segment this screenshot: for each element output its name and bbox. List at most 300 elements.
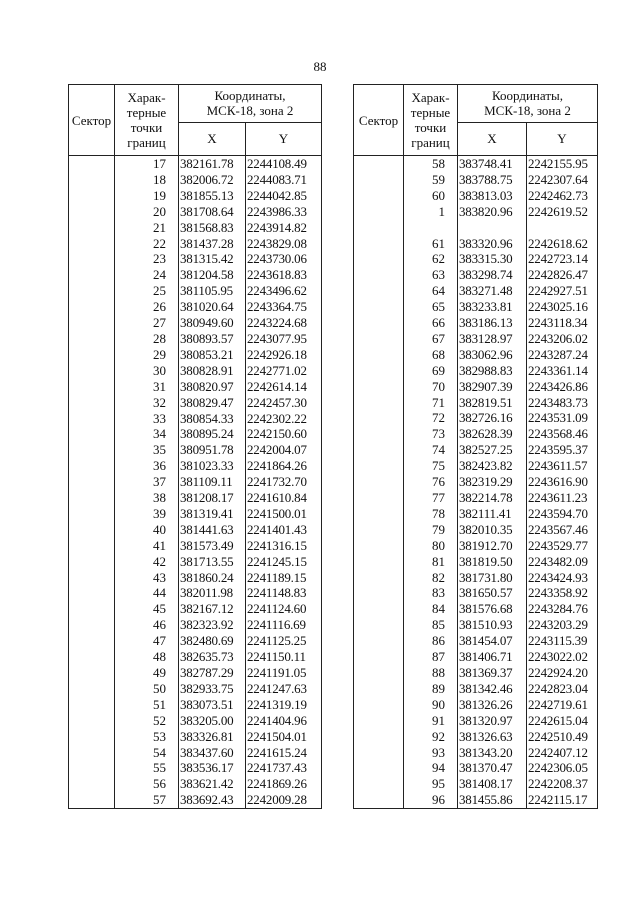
x-coordinate-cell: 381319.41	[179, 506, 246, 522]
x-coordinate-cell: 380828.91	[179, 363, 246, 379]
x-coordinate-cell: 382167.12	[179, 601, 246, 617]
point-number-cell: 83	[404, 585, 458, 601]
x-coordinate-cell: 382214.78	[458, 490, 527, 506]
table-row	[69, 363, 322, 379]
sector-cell	[354, 299, 404, 315]
point-number-cell: 49	[115, 665, 179, 681]
x-coordinate-cell: 381315.42	[179, 251, 246, 267]
header-sector: Сектор	[354, 85, 404, 156]
y-coordinate-cell: 2243426.86	[527, 379, 598, 395]
point-number-cell: 70	[404, 379, 458, 395]
sector-cell	[69, 156, 115, 172]
sector-cell	[354, 585, 404, 601]
y-coordinate-cell: 2241732.70	[246, 474, 322, 490]
sector-cell	[354, 379, 404, 395]
x-coordinate-cell: 380854.33	[179, 411, 246, 427]
x-coordinate-cell: 381343.20	[458, 745, 527, 761]
point-number-cell: 72	[404, 410, 458, 426]
table-row	[69, 395, 322, 411]
x-coordinate-cell: 381437.28	[179, 236, 246, 252]
x-coordinate-cell: 383186.13	[458, 315, 527, 331]
y-coordinate-cell: 2243364.75	[246, 299, 322, 315]
table-row	[69, 697, 322, 713]
table-row	[69, 379, 322, 395]
x-coordinate-cell: 383233.81	[458, 299, 527, 315]
point-number-cell: 29	[115, 347, 179, 363]
point-number-cell: 44	[115, 585, 179, 601]
sector-cell	[69, 522, 115, 538]
point-number-cell: 88	[404, 665, 458, 681]
sector-cell	[69, 379, 115, 395]
table-row	[69, 315, 322, 331]
x-coordinate-cell: 381510.93	[458, 617, 527, 633]
y-coordinate-cell: 2243529.77	[527, 538, 598, 554]
table-row	[69, 458, 322, 474]
point-number-cell: 56	[115, 776, 179, 792]
sector-cell	[69, 395, 115, 411]
x-coordinate-cell: 382635.73	[179, 649, 246, 665]
x-coordinate-cell: 381713.55	[179, 554, 246, 570]
point-number-cell: 63	[404, 267, 458, 283]
point-number-cell: 38	[115, 490, 179, 506]
y-coordinate-cell: 2242306.05	[527, 760, 598, 776]
x-coordinate-cell: 381855.13	[179, 188, 246, 204]
header-x: X	[458, 122, 527, 155]
y-coordinate-cell: 2242614.14	[246, 379, 322, 395]
point-number-cell: 40	[115, 522, 179, 538]
sector-cell	[354, 347, 404, 363]
table-row	[354, 188, 598, 204]
sector-cell	[354, 506, 404, 522]
y-coordinate-cell: 2241247.63	[246, 681, 322, 697]
header-points-line4: границ	[411, 135, 450, 150]
y-coordinate-cell: 2243568.46	[527, 426, 598, 442]
x-coordinate-cell: 380853.21	[179, 347, 246, 363]
table-row	[354, 474, 598, 490]
sector-cell	[354, 220, 404, 236]
y-coordinate-cell: 2242510.49	[527, 729, 598, 745]
point-number-cell: 35	[115, 442, 179, 458]
table-row	[69, 490, 322, 506]
x-coordinate-cell: 381650.57	[458, 585, 527, 601]
y-coordinate-cell: 2243118.34	[527, 315, 598, 331]
sector-cell	[354, 236, 404, 252]
point-number-cell: 19	[115, 188, 179, 204]
x-coordinate-cell: 383320.96	[458, 236, 527, 252]
point-number-cell: 43	[115, 570, 179, 586]
point-number-cell: 64	[404, 283, 458, 299]
x-coordinate-cell: 381731.80	[458, 570, 527, 586]
sector-cell	[69, 729, 115, 745]
x-coordinate-cell: 381204.58	[179, 267, 246, 283]
table-row	[69, 283, 322, 299]
point-number-cell: 21	[115, 220, 179, 236]
sector-cell	[354, 267, 404, 283]
sector-cell	[354, 729, 404, 745]
point-number-cell: 95	[404, 776, 458, 792]
x-coordinate-cell: 382907.39	[458, 379, 527, 395]
sector-cell	[354, 538, 404, 554]
y-coordinate-cell: 2243025.16	[527, 299, 598, 315]
x-coordinate-cell: 383315.30	[458, 251, 527, 267]
point-number-cell: 42	[115, 554, 179, 570]
x-coordinate-cell: 383271.48	[458, 283, 527, 299]
header-points-line1: Харак-	[411, 90, 450, 105]
table-row	[354, 729, 598, 745]
sector-cell	[69, 570, 115, 586]
y-coordinate-cell: 2243914.82	[246, 220, 322, 236]
header-x: X	[179, 122, 246, 155]
header-coordinates	[179, 85, 322, 123]
header-points-line4: границ	[127, 135, 166, 150]
x-coordinate-cell: 382988.83	[458, 363, 527, 379]
point-number-cell: 84	[404, 601, 458, 617]
table-row	[69, 411, 322, 427]
header-points-line2: терные	[410, 105, 451, 120]
right-table-body	[354, 156, 598, 809]
sector-cell	[69, 649, 115, 665]
sector-cell	[354, 283, 404, 299]
sector-cell	[69, 267, 115, 283]
sector-cell	[354, 331, 404, 347]
sector-cell	[69, 220, 115, 236]
sector-cell	[69, 331, 115, 347]
y-coordinate-cell: 2243616.90	[527, 474, 598, 490]
point-number-cell: 32	[115, 395, 179, 411]
point-number-cell: 47	[115, 633, 179, 649]
x-coordinate-cell: 381208.17	[179, 490, 246, 506]
table-row	[354, 601, 598, 617]
table-row	[354, 649, 598, 665]
point-number-cell: 74	[404, 442, 458, 458]
table-row	[354, 267, 598, 283]
x-coordinate-cell: 382010.35	[458, 522, 527, 538]
table-row	[69, 506, 322, 522]
table-row	[69, 188, 322, 204]
table-row	[69, 236, 322, 252]
y-coordinate-cell: 2241245.15	[246, 554, 322, 570]
table-row	[69, 649, 322, 665]
point-number-cell: 94	[404, 760, 458, 776]
sector-cell	[354, 792, 404, 808]
x-coordinate-cell: 383748.41	[458, 156, 527, 172]
point-number-cell: 85	[404, 617, 458, 633]
table-row	[354, 681, 598, 697]
table-row	[69, 617, 322, 633]
table-row	[69, 601, 322, 617]
table-row	[69, 760, 322, 776]
x-coordinate-cell: 383536.17	[179, 760, 246, 776]
x-coordinate-cell: 382011.98	[179, 585, 246, 601]
sector-cell	[354, 713, 404, 729]
sector-cell	[69, 490, 115, 506]
table-row	[354, 236, 598, 252]
sector-cell	[354, 458, 404, 474]
sector-cell	[69, 251, 115, 267]
y-coordinate-cell: 2242826.47	[527, 267, 598, 283]
table-row	[354, 220, 598, 236]
x-coordinate-cell: 383813.03	[458, 188, 527, 204]
sector-cell	[69, 347, 115, 363]
y-coordinate-cell: 2241125.25	[246, 633, 322, 649]
sector-cell	[354, 617, 404, 633]
sector-cell	[69, 506, 115, 522]
point-number-cell: 23	[115, 251, 179, 267]
sector-cell	[354, 426, 404, 442]
sector-cell	[69, 172, 115, 188]
y-coordinate-cell: 2242407.12	[527, 745, 598, 761]
x-coordinate-cell: 381320.97	[458, 713, 527, 729]
x-coordinate-cell: 380820.97	[179, 379, 246, 395]
table-row	[354, 585, 598, 601]
x-coordinate-cell: 381860.24	[179, 570, 246, 586]
table-row	[69, 331, 322, 347]
table-row	[69, 267, 322, 283]
y-coordinate-cell: 2242618.62	[527, 236, 598, 252]
y-coordinate-cell: 2241500.01	[246, 506, 322, 522]
table-row	[354, 713, 598, 729]
point-number-cell: 93	[404, 745, 458, 761]
point-number-cell: 1	[404, 204, 458, 220]
header-points-line1: Харак-	[127, 90, 166, 105]
point-number-cell	[404, 220, 458, 236]
point-number-cell: 52	[115, 713, 179, 729]
point-number-cell: 92	[404, 729, 458, 745]
x-coordinate-cell: 383205.00	[179, 713, 246, 729]
x-coordinate-cell: 382527.25	[458, 442, 527, 458]
y-coordinate-cell: 2243203.29	[527, 617, 598, 633]
y-coordinate-cell: 2243287.24	[527, 347, 598, 363]
point-number-cell: 76	[404, 474, 458, 490]
x-coordinate-cell: 382319.29	[458, 474, 527, 490]
table-row	[354, 792, 598, 808]
point-number-cell: 69	[404, 363, 458, 379]
y-coordinate-cell: 2241124.60	[246, 601, 322, 617]
y-coordinate-cell: 2241504.01	[246, 729, 322, 745]
x-coordinate-cell: 380949.60	[179, 315, 246, 331]
table-row	[69, 156, 322, 172]
point-number-cell: 25	[115, 283, 179, 299]
x-coordinate-cell: 381912.70	[458, 538, 527, 554]
y-coordinate-cell: 2243361.14	[527, 363, 598, 379]
x-coordinate-cell: 381576.68	[458, 601, 527, 617]
sector-cell	[354, 649, 404, 665]
sector-cell	[354, 315, 404, 331]
y-coordinate-cell: 2241864.26	[246, 458, 322, 474]
point-number-cell: 17	[115, 156, 179, 172]
point-number-cell: 46	[115, 617, 179, 633]
left-table-body	[69, 156, 322, 809]
table-row	[69, 633, 322, 649]
y-coordinate-cell: 2242771.02	[246, 363, 322, 379]
table-row	[354, 760, 598, 776]
sector-cell	[354, 745, 404, 761]
table-row	[69, 745, 322, 761]
point-number-cell: 78	[404, 506, 458, 522]
sector-cell	[69, 633, 115, 649]
point-number-cell: 68	[404, 347, 458, 363]
x-coordinate-cell: 381370.47	[458, 760, 527, 776]
y-coordinate-cell: 2242457.30	[246, 395, 322, 411]
x-coordinate-cell	[458, 220, 527, 236]
table-row	[354, 506, 598, 522]
table-row	[354, 522, 598, 538]
y-coordinate-cell: 2243358.92	[527, 585, 598, 601]
x-coordinate-cell: 381326.26	[458, 697, 527, 713]
x-coordinate-cell: 382323.92	[179, 617, 246, 633]
y-coordinate-cell: 2242926.18	[246, 347, 322, 363]
sector-cell	[69, 188, 115, 204]
y-coordinate-cell: 2241316.15	[246, 538, 322, 554]
y-coordinate-cell: 2241737.43	[246, 760, 322, 776]
y-coordinate-cell: 2241116.69	[246, 617, 322, 633]
table-row	[69, 713, 322, 729]
x-coordinate-cell: 382423.82	[458, 458, 527, 474]
x-coordinate-cell: 380895.24	[179, 426, 246, 442]
header-points-line2: терные	[126, 105, 167, 120]
y-coordinate-cell: 2243730.06	[246, 251, 322, 267]
y-coordinate-cell: 2241319.19	[246, 697, 322, 713]
table-row	[354, 395, 598, 411]
table-row	[354, 379, 598, 395]
point-number-cell: 53	[115, 729, 179, 745]
point-number-cell: 62	[404, 251, 458, 267]
point-number-cell: 18	[115, 172, 179, 188]
table-row	[69, 442, 322, 458]
x-coordinate-cell: 380893.57	[179, 331, 246, 347]
y-coordinate-cell: 2242004.07	[246, 442, 322, 458]
table-row	[354, 776, 598, 792]
table-row	[354, 697, 598, 713]
x-coordinate-cell: 381441.63	[179, 522, 246, 538]
point-number-cell: 30	[115, 363, 179, 379]
y-coordinate-cell: 2243077.95	[246, 331, 322, 347]
table-row	[354, 363, 598, 379]
x-coordinate-cell: 382480.69	[179, 633, 246, 649]
table-row	[69, 776, 322, 792]
x-coordinate-cell: 383298.74	[458, 267, 527, 283]
sector-cell	[69, 697, 115, 713]
point-number-cell: 31	[115, 379, 179, 395]
sector-cell	[69, 745, 115, 761]
table-row	[69, 729, 322, 745]
point-number-cell: 67	[404, 331, 458, 347]
table-row	[69, 299, 322, 315]
x-coordinate-cell: 383788.75	[458, 172, 527, 188]
sector-cell	[354, 251, 404, 267]
x-coordinate-cell: 380951.78	[179, 442, 246, 458]
point-number-cell: 41	[115, 538, 179, 554]
point-number-cell: 58	[404, 156, 458, 172]
table-row	[354, 458, 598, 474]
sector-cell	[69, 585, 115, 601]
table-row	[69, 251, 322, 267]
table-row	[354, 490, 598, 506]
header-coordinates-line1: Координаты,	[492, 88, 563, 104]
sector-cell	[69, 442, 115, 458]
y-coordinate-cell: 2241404.96	[246, 713, 322, 729]
x-coordinate-cell: 381708.64	[179, 204, 246, 220]
point-number-cell: 20	[115, 204, 179, 220]
y-coordinate-cell: 2242719.61	[527, 697, 598, 713]
y-coordinate-cell: 2242924.20	[527, 665, 598, 681]
sector-cell	[354, 554, 404, 570]
y-coordinate-cell: 2242115.17	[527, 792, 598, 808]
point-number-cell: 54	[115, 745, 179, 761]
x-coordinate-cell: 383692.43	[179, 792, 246, 808]
x-coordinate-cell: 383621.42	[179, 776, 246, 792]
point-number-cell: 48	[115, 649, 179, 665]
x-coordinate-cell: 382161.78	[179, 156, 246, 172]
point-number-cell: 86	[404, 633, 458, 649]
sector-cell	[69, 681, 115, 697]
page-number: 88	[313, 59, 327, 74]
x-coordinate-cell: 383128.97	[458, 331, 527, 347]
y-coordinate-cell: 2243115.39	[527, 633, 598, 649]
point-number-cell: 66	[404, 315, 458, 331]
table-row	[69, 426, 322, 442]
table-row	[354, 538, 598, 554]
table-row	[69, 665, 322, 681]
table-row	[69, 681, 322, 697]
y-coordinate-cell: 2241401.43	[246, 522, 322, 538]
y-coordinate-cell: 2242307.64	[527, 172, 598, 188]
x-coordinate-cell: 382628.39	[458, 426, 527, 442]
point-number-cell: 26	[115, 299, 179, 315]
y-coordinate-cell: 2242208.37	[527, 776, 598, 792]
sector-cell	[354, 474, 404, 490]
y-coordinate-cell	[527, 220, 598, 236]
sector-cell	[354, 363, 404, 379]
sector-cell	[69, 617, 115, 633]
y-coordinate-cell: 2242927.51	[527, 283, 598, 299]
sector-cell	[354, 172, 404, 188]
point-number-cell: 81	[404, 554, 458, 570]
table-row	[69, 347, 322, 363]
table-row	[354, 410, 598, 426]
y-coordinate-cell: 2243594.70	[527, 506, 598, 522]
table-row	[69, 585, 322, 601]
sector-cell	[354, 156, 404, 172]
point-number-cell: 89	[404, 681, 458, 697]
sector-cell	[354, 681, 404, 697]
point-number-cell: 71	[404, 395, 458, 411]
x-coordinate-cell: 382787.29	[179, 665, 246, 681]
point-number-cell: 59	[404, 172, 458, 188]
y-coordinate-cell: 2243618.83	[246, 267, 322, 283]
point-number-cell: 50	[115, 681, 179, 697]
table-row	[69, 220, 322, 236]
y-coordinate-cell: 2241189.15	[246, 570, 322, 586]
x-coordinate-cell: 381023.33	[179, 458, 246, 474]
sector-cell	[69, 760, 115, 776]
table-row	[354, 633, 598, 649]
y-coordinate-cell: 2243567.46	[527, 522, 598, 538]
sector-cell	[69, 315, 115, 331]
y-coordinate-cell: 2242823.04	[527, 681, 598, 697]
point-number-cell: 22	[115, 236, 179, 252]
x-coordinate-cell: 382006.72	[179, 172, 246, 188]
y-coordinate-cell: 2243611.23	[527, 490, 598, 506]
y-coordinate-cell: 2241191.05	[246, 665, 322, 681]
table-row	[354, 204, 598, 220]
sector-cell	[354, 188, 404, 204]
point-number-cell: 39	[115, 506, 179, 522]
x-coordinate-cell: 381109.11	[179, 474, 246, 490]
header-coordinates-line2: МСК-18, зона 2	[484, 103, 571, 119]
sector-cell	[69, 554, 115, 570]
table-row	[69, 570, 322, 586]
